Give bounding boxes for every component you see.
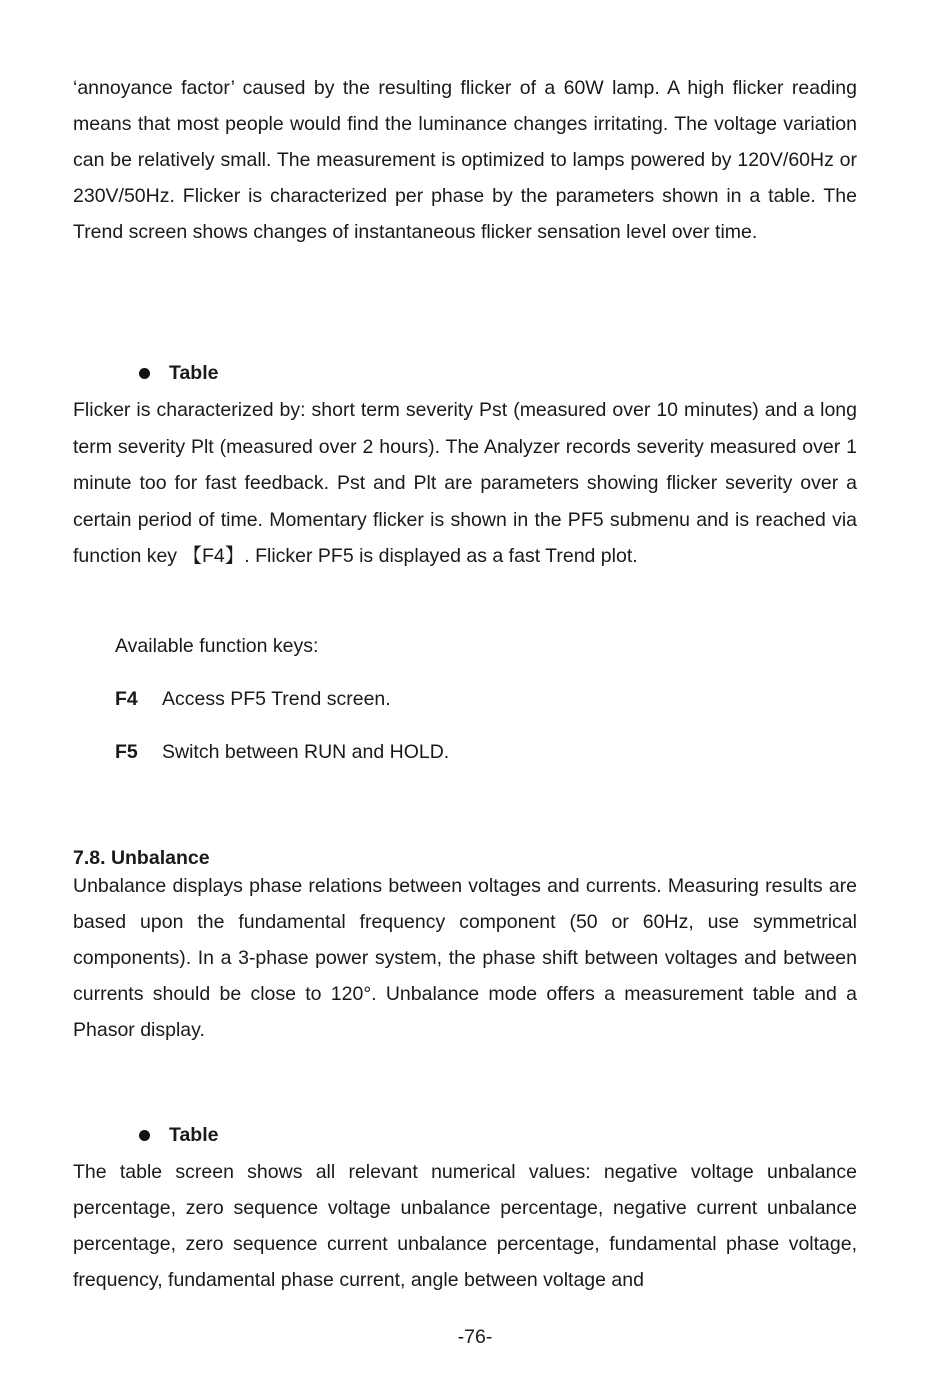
function-key-name: F4 [115, 688, 138, 710]
flicker-table-heading-label: Table [169, 362, 219, 384]
flicker-intro-paragraph: ‘annoyance factor’ caused by the resulting flicker of a 60W lamp. A high flicker reading means that most people would find the luminance changes irritating. The voltage variation can be relatively small. The measurement is optimized to lamps powered by 120V/60Hz or 230V/50Hz. Flicker is characterized per phase by the parameters shown in a table. The Trend screen shows changes of instantaneous flicker sensation level over time. [73, 77, 857, 243]
unbalance-table-heading [139, 1123, 218, 1147]
bullet-icon [139, 368, 150, 379]
unbalance-table-paragraph: The table screen shows all relevant numerical values: negative voltage unbalance percentage, zero sequence voltage unbalance percentage, negative current unbalance percentage, zero sequence current unbalance percentage, fundamental phase voltage, frequency, fundamental phase current, angle between voltage and [73, 1161, 857, 1291]
function-key-desc: Access PF5 Trend screen. [162, 688, 391, 710]
section-title: 7.8. Unbalance [73, 847, 210, 869]
function-key-desc: Switch between RUN and HOLD. [162, 741, 450, 763]
flicker-table-paragraph [73, 392, 857, 575]
available-keys-label: Available function keys: [115, 635, 319, 657]
page-number: -76- [457, 1326, 493, 1348]
function-key-row-f4 [115, 687, 391, 711]
f4-key-reference: 【F4】 [182, 545, 245, 567]
unbalance-intro-paragraph: Unbalance displays phase relations between voltages and currents. Measuring results are based upon the fundamental frequency component (50 or 60Hz, use symmetrical components). In a 3-phase power system, the phase shift between voltages and between currents should be close to 120°. Unbalance mode offers a measurement table and a Phasor display. [73, 875, 857, 1041]
function-key-row-f5 [115, 740, 449, 764]
flicker-table-text-2: . Flicker PF5 is displayed as a fast Trend plot. [244, 545, 638, 567]
bullet-icon [139, 1130, 150, 1141]
flicker-table-heading [139, 361, 218, 385]
unbalance-table-heading-label: Table [169, 1124, 219, 1146]
function-key-name: F5 [115, 741, 138, 763]
flicker-table-text-1: Flicker is characterized by: short term severity Pst (measured over 10 minutes) and a long term severity Plt (measured over 2 hours). The Analyzer records severity measured over 1 minute too for fast feedback. Pst and Plt are parameters showing flicker severity over a certain period of time. Momentary flicker is shown in the PF5 submenu and is reached via function key [73, 399, 857, 567]
